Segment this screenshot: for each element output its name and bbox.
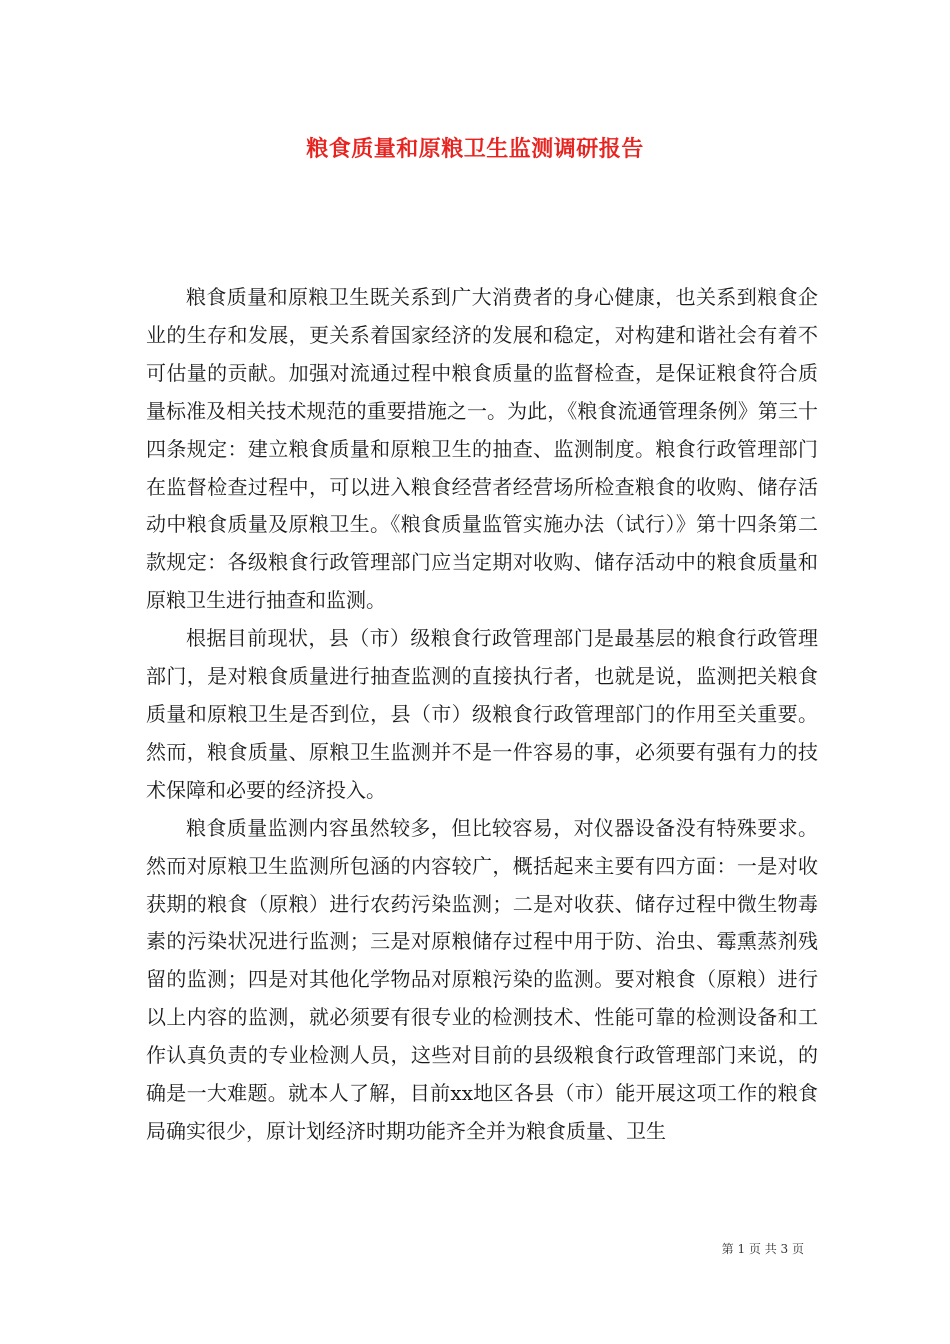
paragraph-3: 粮食质量监测内容虽然较多，但比较容易，对仪器设备没有特殊要求。然而对原粮卫生监测所包涵的内容较广，概括起来主要有四方面：一是对收获期的粮食（原粮）进行农药污染监测；二是对收获、储存过程中微生物毒素的污染状况进行监测；三是对原粮储存过程中用于防、治虫、霉熏蒸剂残留的监测；四是对其他化学物品对原粮污染的监测。要对粮食（原粮）进行以上内容的监测，就必须要有很专业的检测技术、性能可靠的检测设备和工作认真负责的专业检测人员，这些对目前的县级粮食行政管理部门来说，的确是一大难题。就本人了解，目前xx地区各县（市）能开展这项工作的粮食局确实很少，原计划经济时期功能齐全并为粮食质量、卫生 — [146, 815, 818, 1143]
document-body — [146, 279, 818, 1151]
paragraph-1: 粮食质量和原粮卫生既关系到广大消费者的身心健康，也关系到粮食企业的生存和发展，更关系着国家经济的发展和稳定，对构建和谐社会有着不可估量的贡献。加强对流通过程中粮食质量的监督检查，是保证粮食符合质量标准及相关技术规范的重要措施之一。为此，《粮食流通管理条例》第三十四条规定：建立粮食质量和原粮卫生的抽查、监测制度。粮食行政管理部门在监督检查过程中，可以进入粮食经营者经营场所检查粮食的收购、储存活动中粮食质量及原粮卫生。《粮食质量监管实施办法（试行）》第十四条第二款规定：各级粮食行政管理部门应当定期对收购、储存活动中的粮食质量和原粮卫生进行抽查和监测。 — [146, 285, 818, 613]
document-title: 粮食质量和原粮卫生监测调研报告 — [306, 136, 644, 162]
page-number-footer: 第 1 页 共 3 页 — [721, 1242, 804, 1256]
paragraph-2: 根据目前现状，县（市）级粮食行政管理部门是最基层的粮食行政管理部门，是对粮食质量进行抽查监测的直接执行者，也就是说，监测把关粮食质量和原粮卫生是否到位，县（市）级粮食行政管理部门的作用至关重要。然而，粮食质量、原粮卫生监测并不是一件容易的事，必须要有强有力的技术保障和必要的经济投入。 — [146, 626, 818, 802]
